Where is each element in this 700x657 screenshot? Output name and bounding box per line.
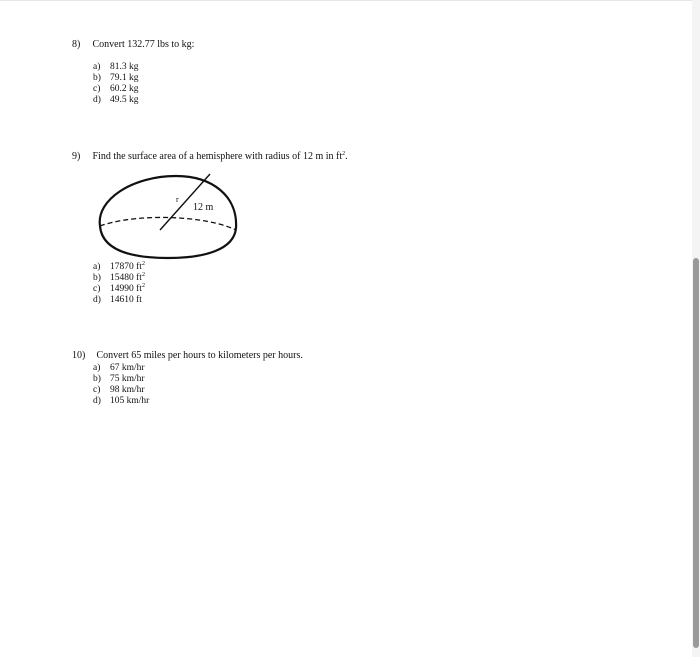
option-c: c) 60.2 kg <box>93 84 139 94</box>
question-9-options <box>93 262 145 306</box>
option-d: d) 49.5 kg <box>93 95 139 105</box>
question-number: 9) <box>72 151 81 162</box>
option-c: c) 98 km/hr <box>93 385 145 395</box>
exponent: 2 <box>342 151 346 157</box>
radius-label: r <box>176 195 179 204</box>
question-8-options <box>93 62 139 106</box>
question-text: Convert 132.77 lbs to kg: <box>92 39 195 50</box>
option-a: a) 67 km/hr <box>93 363 145 373</box>
option-d: d) 14610 ft <box>93 295 142 305</box>
option-a: a) 81.3 kg <box>93 62 139 72</box>
page-top-edge <box>0 0 700 1</box>
question-10 <box>72 350 303 362</box>
hemisphere-base-ellipse <box>100 217 236 230</box>
option-a: a) 17870 $ft^2$ <box>93 261 145 272</box>
option-b: b) 79.1 kg <box>93 73 139 83</box>
scrollbar-track[interactable] <box>692 0 700 657</box>
hemisphere-diagram <box>92 170 242 262</box>
scrollbar-thumb[interactable] <box>693 258 699 648</box>
question-number: 8) <box>72 39 81 50</box>
question-text: Find the surface area of a hemisphere with radius of 12 m in ft <box>92 151 343 162</box>
option-d: d) 105 km/hr <box>93 396 150 406</box>
question-8 <box>72 39 194 51</box>
question-9: 9) Find the surface area of a hemisphere with radius of 12 m in $ft^2$. <box>72 151 348 162</box>
option-c: c) 14990 $ft^2$ <box>93 283 145 294</box>
question-text: Convert 65 miles per hours to kilometers per hours. <box>96 350 303 361</box>
option-b: b) 15480 $ft^2$ <box>93 272 145 283</box>
option-b: b) 75 km/hr <box>93 374 145 384</box>
measure-label: 12 m <box>193 202 214 213</box>
question-number: 10) <box>72 350 86 361</box>
question-10-options <box>93 363 149 407</box>
